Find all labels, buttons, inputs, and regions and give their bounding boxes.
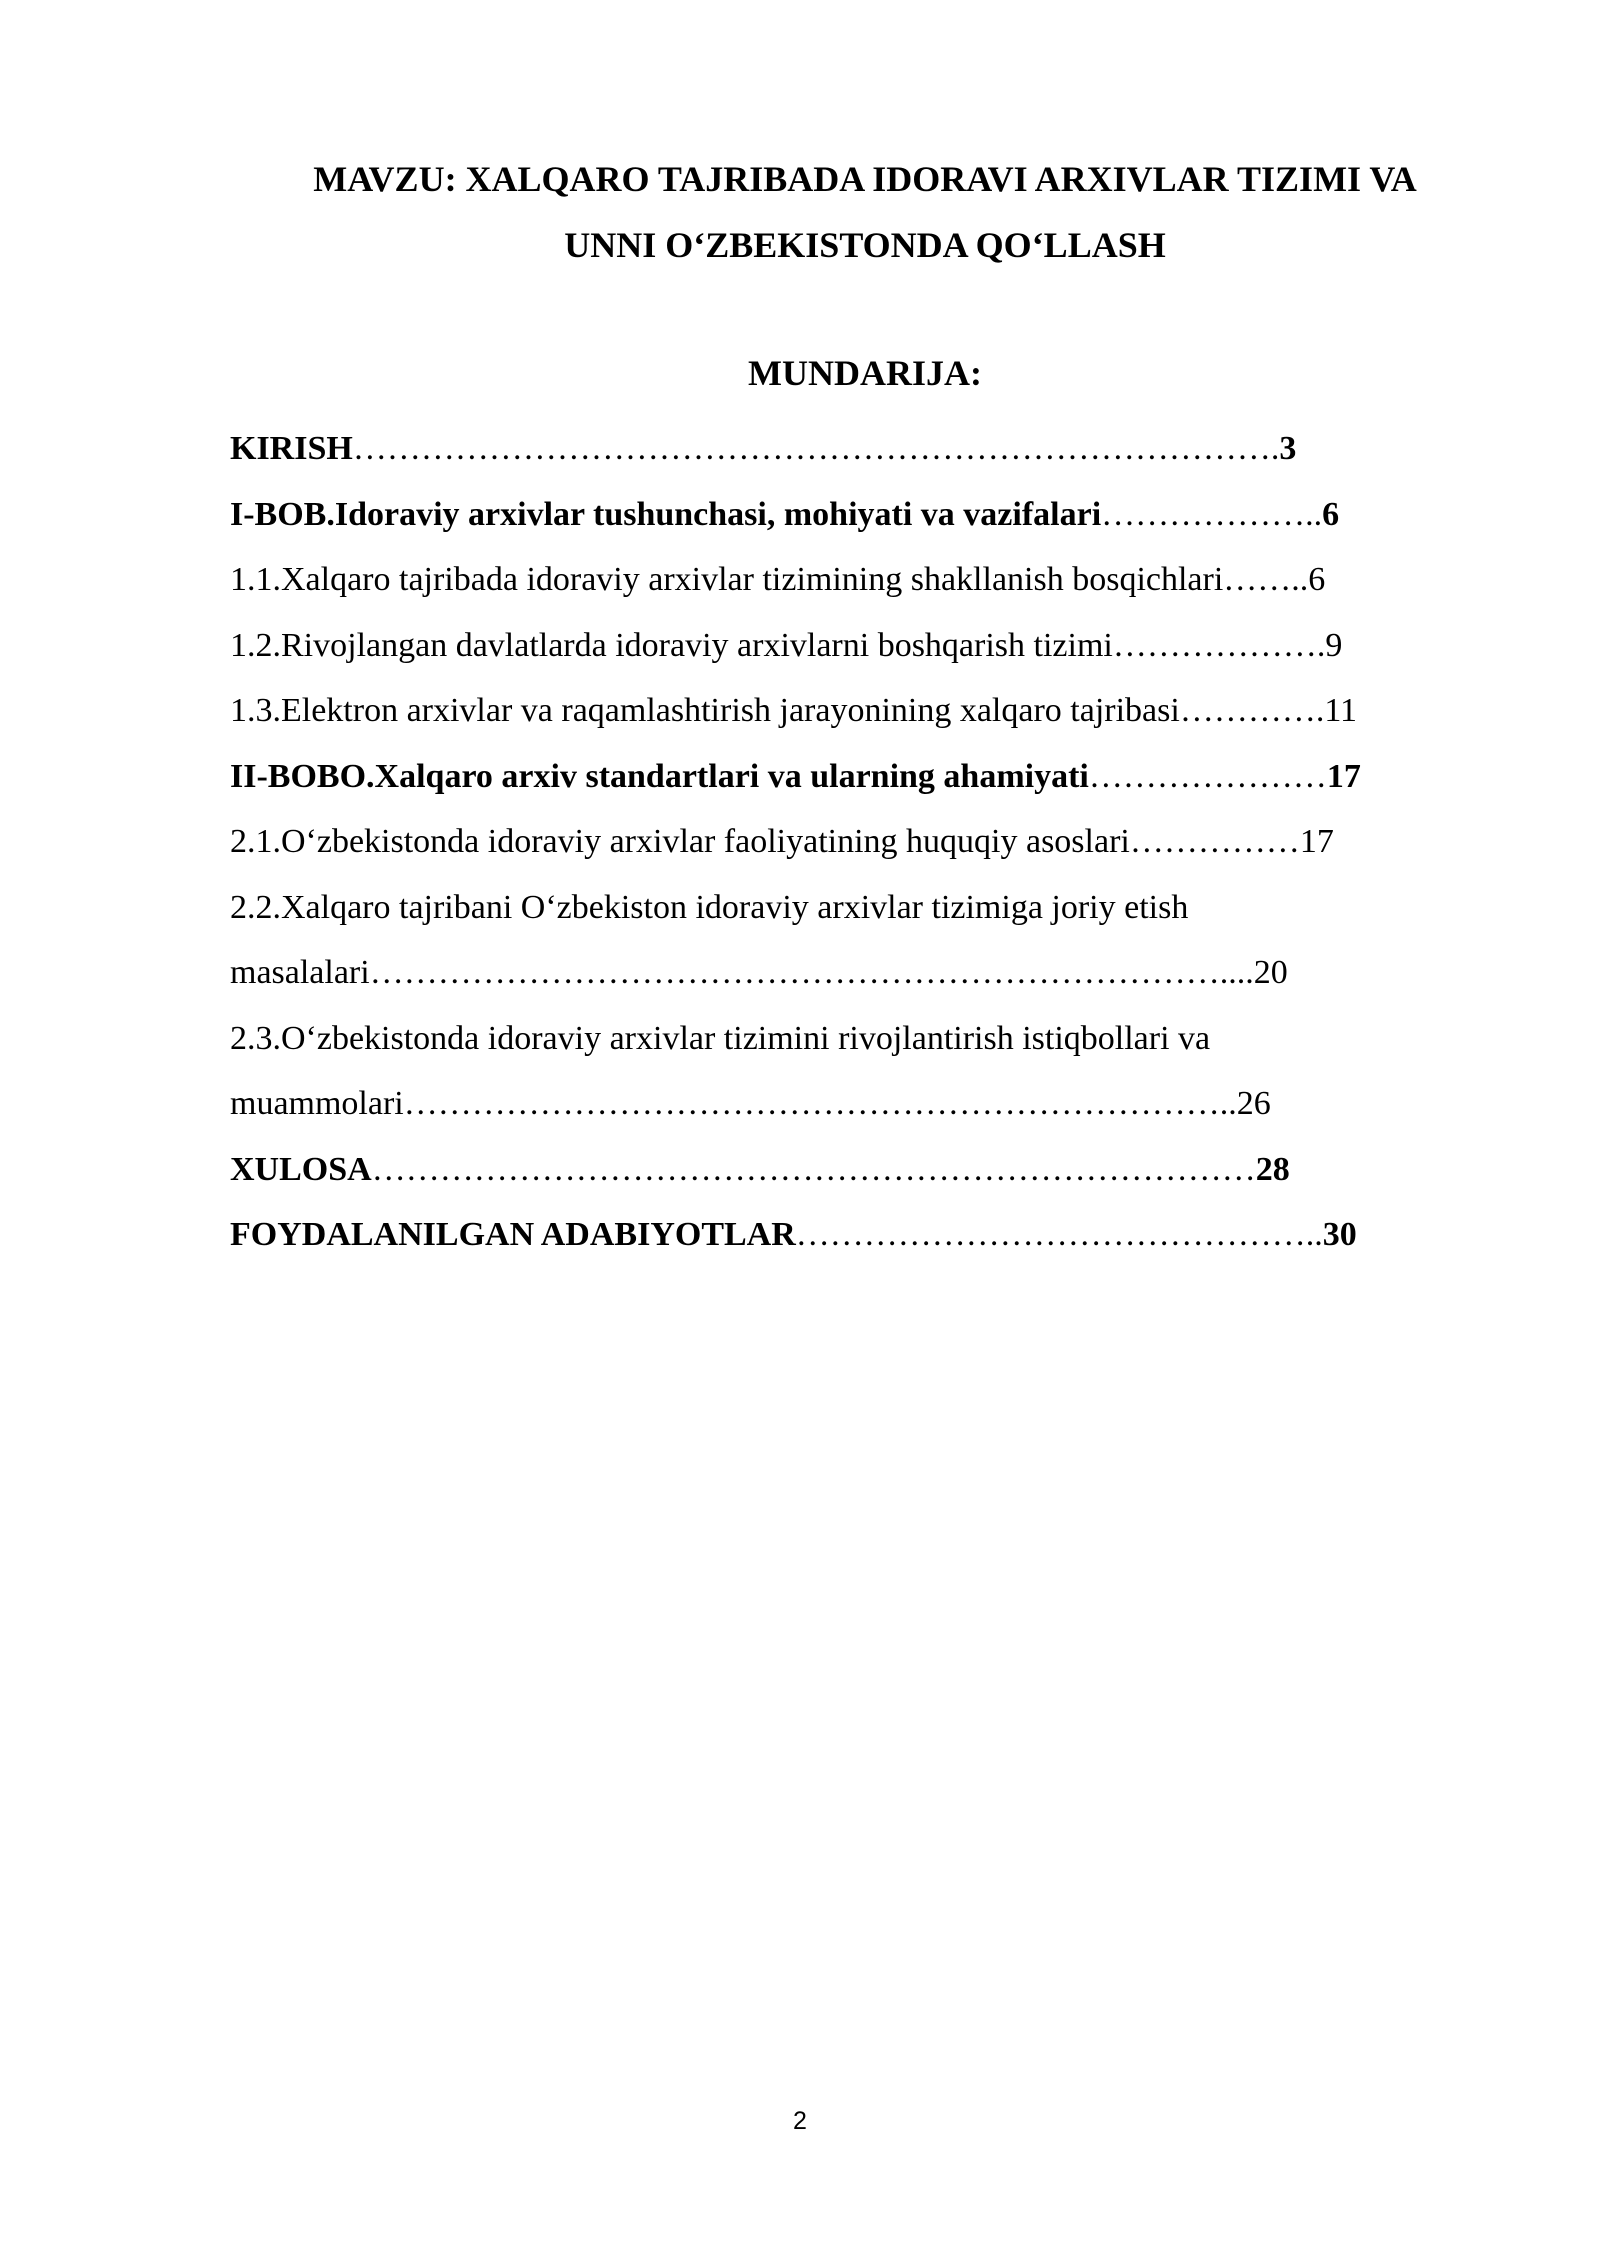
toc-entry-dots: ……………………………………………………………….. [403, 1085, 1237, 1122]
toc-entry-page: 9 [1325, 626, 1343, 664]
toc-heading: MUNDARIJA: [748, 353, 982, 393]
toc-entry-page: 11 [1324, 692, 1358, 729]
toc-entry-kirish [230, 416, 1500, 482]
toc-entry-dots: ………………………………………………………………….... [369, 954, 1254, 991]
table-of-contents [230, 416, 1500, 1268]
toc-entry-page: 6 [1308, 561, 1326, 598]
toc-entry-text: XULOSA [230, 1150, 372, 1188]
toc-entry-page: 6 [1322, 495, 1340, 533]
document-title-line-2: UNNI O‘ZBEKISTONDA QO‘LLASH [564, 225, 1166, 265]
toc-entry-section-1-2 [230, 613, 1500, 679]
document-title [230, 146, 1500, 278]
toc-entry-text: 2.3.O‘zbekistonda idoraviy arxivlar tizimini rivojlantirish istiqbollari va [230, 1019, 1211, 1057]
toc-entry-text: muammolari [230, 1085, 404, 1122]
toc-entry-dots: …………. [1179, 692, 1325, 729]
toc-entry-dots: ……………………………………….. [795, 1216, 1323, 1253]
toc-entry-text: 1.2.Rivojlangan davlatlarda idoraviy arxivlarni boshqarish tizimi [230, 626, 1113, 664]
document-title-line-1: MAVZU: XALQARO TAJRIBADA IDORAVI ARXIVLAR TIZIMI VA [313, 159, 1417, 199]
toc-entry-text: FOYDALANILGAN ADABIYOTLAR [230, 1216, 796, 1253]
toc-entry-page: 26 [1236, 1085, 1271, 1122]
toc-entry-dots: ………………… [1088, 757, 1327, 795]
toc-entry-dots: …………… [1129, 823, 1300, 860]
toc-entry-page: 30 [1322, 1216, 1357, 1253]
toc-entry-page: 28 [1255, 1150, 1290, 1188]
toc-entry-section-2-3-line-2 [230, 1071, 1500, 1137]
toc-entry-dots: ………………………………………………………………………. [352, 430, 1280, 467]
toc-entry-adabiyotlar [230, 1202, 1500, 1268]
toc-entry-section-2-2-line-2 [230, 940, 1500, 1006]
toc-entry-text: 1.3.Elektron arxivlar va raqamlashtirish jarayonining xalqaro tajribasi [230, 692, 1180, 729]
toc-entry-dots: …….. [1223, 561, 1309, 598]
toc-entry-section-2-1 [230, 809, 1500, 875]
page-number: 2 [793, 2107, 807, 2135]
toc-entry-section-1-1 [230, 547, 1500, 613]
toc-entry-text: KIRISH [230, 430, 353, 467]
toc-entry-text: 2.2.Xalqaro tajribani O‘zbekiston idoraviy arxivlar tizimiga joriy etish [230, 888, 1189, 926]
toc-entry-chapter-2 [230, 744, 1500, 810]
toc-entry-chapter-1 [230, 482, 1500, 548]
toc-entry-text: 2.1.O‘zbekistonda idoraviy arxivlar faoliyatining huquqiy asoslari [230, 823, 1130, 860]
toc-entry-text: 1.1.Xalqaro tajribada idoraviy arxivlar tizimining shakllanish bosqichlari [230, 561, 1224, 598]
toc-entry-dots: ……………….. [1101, 495, 1323, 533]
toc-entry-text: II-BOBO.Xalqaro arxiv standartlari va ularning ahamiyati [230, 757, 1089, 795]
toc-entry-xulosa [230, 1137, 1500, 1203]
toc-entry-section-1-3 [230, 678, 1500, 744]
toc-entry-text: I-BOB.Idoraviy arxivlar tushunchasi, mohiyati va vazifalari [230, 495, 1102, 533]
toc-entry-section-2-2-line-1 [230, 875, 1500, 941]
toc-entry-page: 17 [1326, 757, 1361, 795]
toc-entry-dots: …………………………………………………………………… [371, 1150, 1256, 1188]
toc-entry-text: masalalari [230, 954, 370, 991]
toc-entry-page: 17 [1299, 823, 1334, 860]
toc-entry-section-2-3-line-1 [230, 1006, 1500, 1072]
toc-entry-page: 20 [1253, 954, 1288, 991]
toc-entry-dots: ………………. [1112, 626, 1326, 664]
toc-entry-page: 3 [1279, 430, 1297, 467]
